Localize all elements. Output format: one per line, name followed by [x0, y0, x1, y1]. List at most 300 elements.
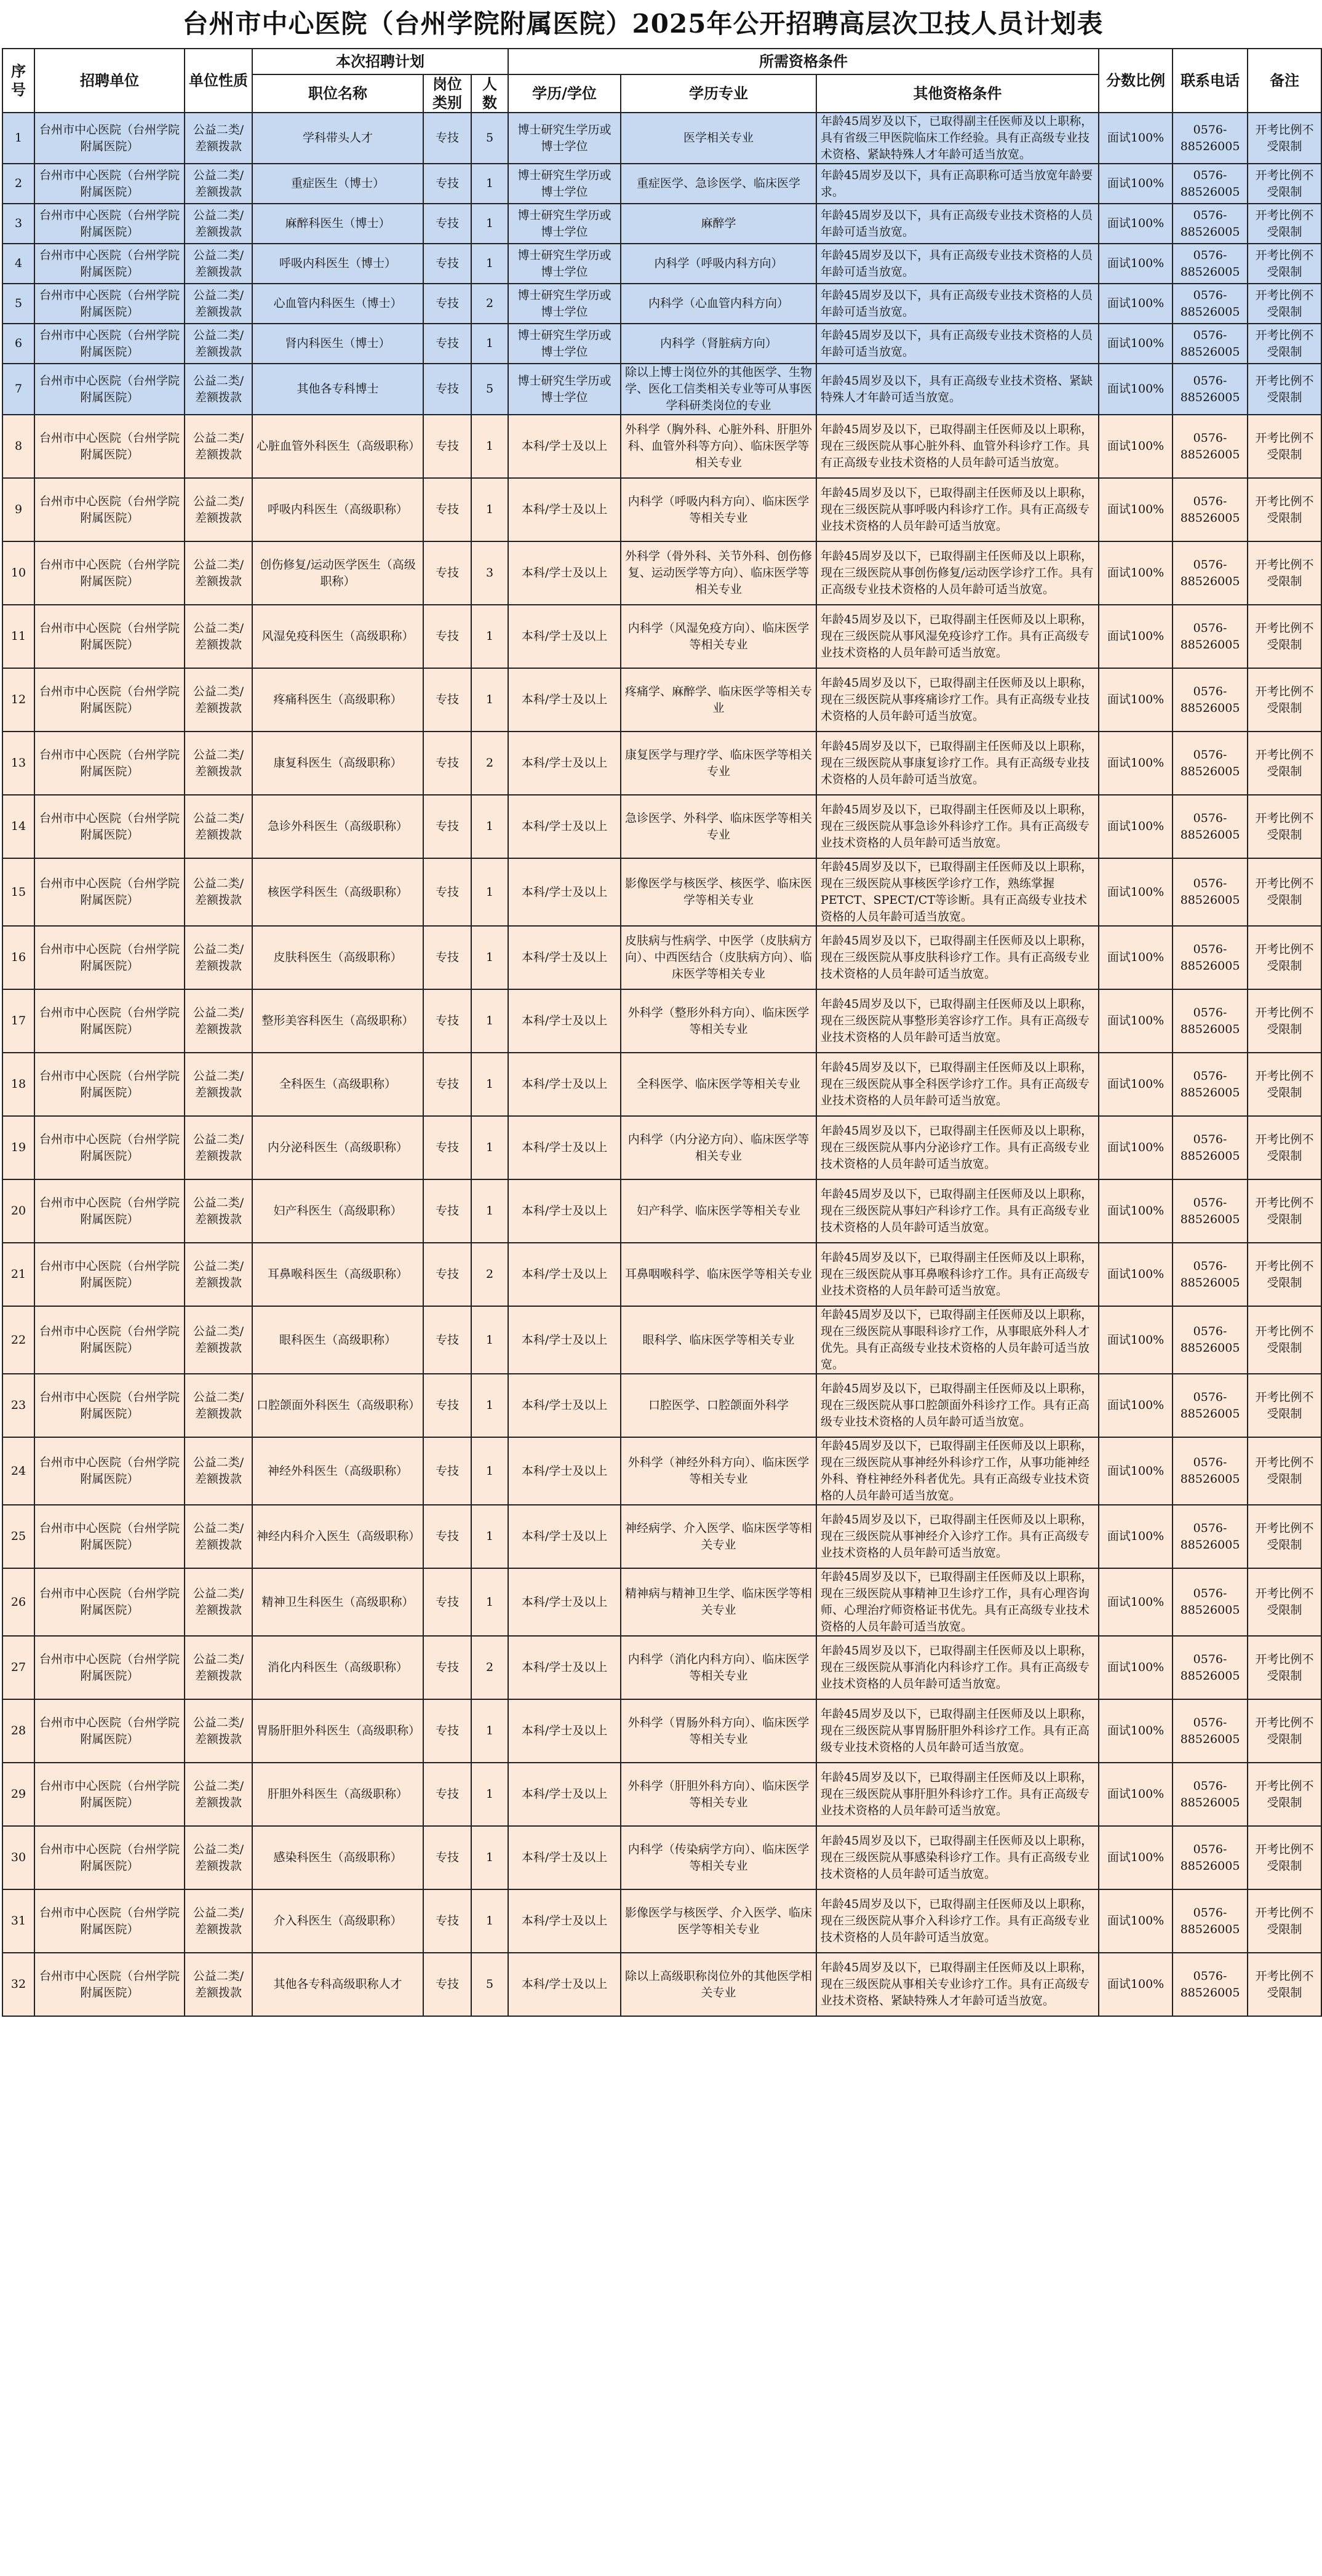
unit-cell: 台州市中心医院（台州学院附属医院）: [34, 204, 185, 244]
score-ratio-cell: 面试100%: [1099, 1763, 1173, 1826]
table-row: [2, 1636, 1321, 1699]
score-ratio-cell: 面试100%: [1099, 1116, 1173, 1179]
table-row: [2, 989, 1321, 1053]
table-row: [2, 204, 1321, 244]
count-cell: 1: [471, 1699, 508, 1763]
phone-cell: 0576-88526005: [1173, 1505, 1248, 1568]
job-title-cell: 口腔颌面外科医生（高级职称）: [252, 1374, 423, 1437]
other-requirements-cell: 年龄45周岁及以下，已取得副主任医师及以上职称，现在三级医院从事心脏外科、血管外科诊疗工作。具有正高级专业技术资格的人员年龄可适当放宽。: [816, 415, 1099, 478]
score-ratio-cell: 面试100%: [1099, 364, 1173, 415]
major-cell: 疼痛学、麻醉学、临床医学等相关专业: [621, 668, 816, 732]
other-requirements-cell: 年龄45周岁及以下，具有正高级专业技术资格的人员年龄可适当放宽。: [816, 204, 1099, 244]
phone-cell: 0576-88526005: [1173, 244, 1248, 284]
phone-cell: 0576-88526005: [1173, 858, 1248, 926]
score-ratio-cell: 面试100%: [1099, 324, 1173, 364]
nature-cell: 公益二类/差额拨款: [185, 1953, 252, 2016]
score-ratio-cell: 面试100%: [1099, 926, 1173, 989]
unit-cell: 台州市中心医院（台州学院附属医院）: [34, 1306, 185, 1374]
score-ratio-cell: 面试100%: [1099, 1636, 1173, 1699]
phone-cell: 0576-88526005: [1173, 605, 1248, 668]
other-requirements-cell: 年龄45周岁及以下，已取得副主任医师及以上职称，现在三级医院从事疼痛诊疗工作。具有正高级专业技术资格的人员年龄可适当放宽。: [816, 668, 1099, 732]
score-ratio-cell: 面试100%: [1099, 1505, 1173, 1568]
education-cell: 本科/学士及以上: [508, 1953, 621, 2016]
table-row: [2, 1889, 1321, 1953]
table-row: [2, 795, 1321, 858]
table-row: [2, 926, 1321, 989]
category-cell: 专技: [423, 1568, 471, 1636]
seq-cell: 20: [2, 1179, 34, 1243]
seq-cell: 11: [2, 605, 34, 668]
job-title-cell: 疼痛科医生（高级职称）: [252, 668, 423, 732]
job-title-cell: 神经内科介入医生（高级职称）: [252, 1505, 423, 1568]
table-row: [2, 324, 1321, 364]
other-requirements-cell: 年龄45周岁及以下，具有正高职称可适当放宽年龄要求。: [816, 164, 1099, 204]
major-cell: 眼科学、临床医学等相关专业: [621, 1306, 816, 1374]
education-cell: 本科/学士及以上: [508, 1437, 621, 1505]
category-cell: 专技: [423, 732, 471, 795]
count-cell: 1: [471, 858, 508, 926]
job-title-cell: 心脏血管外科医生（高级职称）: [252, 415, 423, 478]
score-ratio-cell: 面试100%: [1099, 732, 1173, 795]
major-cell: 外科学（肝胆外科方向）、临床医学等相关专业: [621, 1763, 816, 1826]
category-cell: 专技: [423, 1953, 471, 2016]
job-title-cell: 肝胆外科医生（高级职称）: [252, 1763, 423, 1826]
score-ratio-cell: 面试100%: [1099, 284, 1173, 324]
unit-cell: 台州市中心医院（台州学院附属医院）: [34, 113, 185, 164]
unit-cell: 台州市中心医院（台州学院附属医院）: [34, 1053, 185, 1116]
table-row: [2, 1116, 1321, 1179]
remark-cell: 开考比例不受限制: [1248, 858, 1321, 926]
table-row: [2, 1374, 1321, 1437]
education-cell: 本科/学士及以上: [508, 1826, 621, 1889]
education-cell: 本科/学士及以上: [508, 1568, 621, 1636]
count-cell: 1: [471, 1116, 508, 1179]
major-cell: 耳鼻咽喉科学、临床医学等相关专业: [621, 1243, 816, 1306]
other-requirements-cell: 年龄45周岁及以下，已取得副主任医师及以上职称，现在三级医院从事核医学诊疗工作，熟练掌握PETCT、SPECT/CT等诊断。具有正高级专业技术资格的人员年龄可适当放宽。: [816, 858, 1099, 926]
count-cell: 2: [471, 284, 508, 324]
education-cell: 本科/学士及以上: [508, 605, 621, 668]
seq-cell: 16: [2, 926, 34, 989]
category-cell: 专技: [423, 1826, 471, 1889]
score-ratio-cell: 面试100%: [1099, 858, 1173, 926]
nature-cell: 公益二类/差额拨款: [185, 1505, 252, 1568]
table-row: [2, 732, 1321, 795]
seq-cell: 21: [2, 1243, 34, 1306]
header-seq: 序号: [2, 49, 34, 113]
count-cell: 3: [471, 541, 508, 605]
score-ratio-cell: 面试100%: [1099, 989, 1173, 1053]
category-cell: 专技: [423, 478, 471, 541]
seq-cell: 1: [2, 113, 34, 164]
job-title-cell: 感染科医生（高级职称）: [252, 1826, 423, 1889]
major-cell: 内科学（消化内科方向）、临床医学等相关专业: [621, 1636, 816, 1699]
nature-cell: 公益二类/差额拨款: [185, 204, 252, 244]
education-cell: 本科/学士及以上: [508, 732, 621, 795]
score-ratio-cell: 面试100%: [1099, 1306, 1173, 1374]
phone-cell: 0576-88526005: [1173, 1053, 1248, 1116]
unit-cell: 台州市中心医院（台州学院附属医院）: [34, 1243, 185, 1306]
category-cell: 专技: [423, 204, 471, 244]
seq-cell: 5: [2, 284, 34, 324]
remark-cell: 开考比例不受限制: [1248, 113, 1321, 164]
score-ratio-cell: 面试100%: [1099, 1889, 1173, 1953]
unit-cell: 台州市中心医院（台州学院附属医院）: [34, 605, 185, 668]
remark-cell: 开考比例不受限制: [1248, 324, 1321, 364]
unit-cell: 台州市中心医院（台州学院附属医院）: [34, 1826, 185, 1889]
nature-cell: 公益二类/差额拨款: [185, 1889, 252, 1953]
table-row: [2, 113, 1321, 164]
phone-cell: 0576-88526005: [1173, 795, 1248, 858]
major-cell: 外科学（骨外科、关节外科、创伤修复、运动医学等方向）、临床医学等相关专业: [621, 541, 816, 605]
header-plan: 本次招聘计划: [252, 49, 508, 74]
score-ratio-cell: 面试100%: [1099, 164, 1173, 204]
header-phone: 联系电话: [1173, 49, 1248, 113]
seq-cell: 32: [2, 1953, 34, 2016]
table-row: [2, 364, 1321, 415]
remark-cell: 开考比例不受限制: [1248, 1306, 1321, 1374]
remark-cell: 开考比例不受限制: [1248, 204, 1321, 244]
phone-cell: 0576-88526005: [1173, 1568, 1248, 1636]
remark-cell: 开考比例不受限制: [1248, 1053, 1321, 1116]
education-cell: 本科/学士及以上: [508, 1116, 621, 1179]
other-requirements-cell: 年龄45周岁及以下，已取得副主任医师及以上职称，具有省级三甲医院临床工作经验。具有正高级专业技术资格、紧缺特殊人才年龄可适当放宽。: [816, 113, 1099, 164]
header-major: 学历专业: [621, 74, 816, 113]
major-cell: 妇产科学、临床医学等相关专业: [621, 1179, 816, 1243]
category-cell: 专技: [423, 1636, 471, 1699]
major-cell: 麻醉学: [621, 204, 816, 244]
major-cell: 影像医学与核医学、核医学、临床医学等相关专业: [621, 858, 816, 926]
table-row: [2, 1505, 1321, 1568]
job-title-cell: 耳鼻喉科医生（高级职称）: [252, 1243, 423, 1306]
page-title: 台州市中心医院（台州学院附属医院）2025年公开招聘高层次卫技人员计划表: [182, 9, 1104, 39]
remark-cell: 开考比例不受限制: [1248, 605, 1321, 668]
category-cell: 专技: [423, 1763, 471, 1826]
score-ratio-cell: 面试100%: [1099, 1437, 1173, 1505]
major-cell: 神经病学、介入医学、临床医学等相关专业: [621, 1505, 816, 1568]
phone-cell: 0576-88526005: [1173, 1826, 1248, 1889]
table-row: [2, 1699, 1321, 1763]
category-cell: 专技: [423, 1179, 471, 1243]
education-cell: 本科/学士及以上: [508, 926, 621, 989]
other-requirements-cell: 年龄45周岁及以下，已取得副主任医师及以上职称，现在三级医院从事创伤修复/运动医学诊疗工作。具有正高级专业技术资格的人员年龄可适当放宽。: [816, 541, 1099, 605]
nature-cell: 公益二类/差额拨款: [185, 1374, 252, 1437]
score-ratio-cell: 面试100%: [1099, 1179, 1173, 1243]
phone-cell: 0576-88526005: [1173, 164, 1248, 204]
nature-cell: 公益二类/差额拨款: [185, 1568, 252, 1636]
nature-cell: 公益二类/差额拨款: [185, 113, 252, 164]
category-cell: 专技: [423, 1243, 471, 1306]
remark-cell: 开考比例不受限制: [1248, 926, 1321, 989]
score-ratio-cell: 面试100%: [1099, 795, 1173, 858]
phone-cell: 0576-88526005: [1173, 415, 1248, 478]
seq-cell: 14: [2, 795, 34, 858]
job-title-cell: 学科带头人才: [252, 113, 423, 164]
phone-cell: 0576-88526005: [1173, 204, 1248, 244]
phone-cell: 0576-88526005: [1173, 324, 1248, 364]
score-ratio-cell: 面试100%: [1099, 244, 1173, 284]
other-requirements-cell: 年龄45周岁及以下，已取得副主任医师及以上职称，现在三级医院从事眼科诊疗工作，从事眼底外科人才优先。具有正高级专业技术资格的人员年龄可适当放宽。: [816, 1306, 1099, 1374]
remark-cell: 开考比例不受限制: [1248, 795, 1321, 858]
nature-cell: 公益二类/差额拨款: [185, 989, 252, 1053]
count-cell: 1: [471, 1374, 508, 1437]
table-row: [2, 284, 1321, 324]
major-cell: 外科学（神经外科方向）、临床医学等相关专业: [621, 1437, 816, 1505]
job-title-cell: 呼吸内科医生（高级职称）: [252, 478, 423, 541]
education-cell: 本科/学士及以上: [508, 1636, 621, 1699]
seq-cell: 30: [2, 1826, 34, 1889]
category-cell: 专技: [423, 605, 471, 668]
remark-cell: 开考比例不受限制: [1248, 668, 1321, 732]
phone-cell: 0576-88526005: [1173, 1763, 1248, 1826]
remark-cell: 开考比例不受限制: [1248, 1374, 1321, 1437]
table-row: [2, 858, 1321, 926]
job-title-cell: 整形美容科医生（高级职称）: [252, 989, 423, 1053]
remark-cell: 开考比例不受限制: [1248, 478, 1321, 541]
unit-cell: 台州市中心医院（台州学院附属医院）: [34, 858, 185, 926]
seq-cell: 13: [2, 732, 34, 795]
remark-cell: 开考比例不受限制: [1248, 244, 1321, 284]
education-cell: 本科/学士及以上: [508, 795, 621, 858]
nature-cell: 公益二类/差额拨款: [185, 1243, 252, 1306]
table-row: [2, 415, 1321, 478]
phone-cell: 0576-88526005: [1173, 1953, 1248, 2016]
count-cell: 1: [471, 795, 508, 858]
nature-cell: 公益二类/差额拨款: [185, 1699, 252, 1763]
recruitment-table: [2, 48, 1322, 2017]
other-requirements-cell: 年龄45周岁及以下，已取得副主任医师及以上职称，现在三级医院从事整形美容诊疗工作。具有正高级专业技术资格的人员年龄可适当放宽。: [816, 989, 1099, 1053]
other-requirements-cell: 年龄45周岁及以下，已取得副主任医师及以上职称，现在三级医院从事感染科诊疗工作。具有正高级专业技术资格的人员年龄可适当放宽。: [816, 1826, 1099, 1889]
count-cell: 1: [471, 1053, 508, 1116]
seq-cell: 9: [2, 478, 34, 541]
job-title-cell: 其他各专科博士: [252, 364, 423, 415]
score-ratio-cell: 面试100%: [1099, 541, 1173, 605]
table-row: [2, 1179, 1321, 1243]
remark-cell: 开考比例不受限制: [1248, 284, 1321, 324]
job-title-cell: 眼科医生（高级职称）: [252, 1306, 423, 1374]
major-cell: 外科学（胸外科、心脏外科、肝胆外科、血管外科等方向）、临床医学等相关专业: [621, 415, 816, 478]
score-ratio-cell: 面试100%: [1099, 1699, 1173, 1763]
phone-cell: 0576-88526005: [1173, 989, 1248, 1053]
other-requirements-cell: 年龄45周岁及以下，已取得副主任医师及以上职称，现在三级医院从事皮肤科诊疗工作。具有正高级专业技术资格的人员年龄可适当放宽。: [816, 926, 1099, 989]
score-ratio-cell: 面试100%: [1099, 478, 1173, 541]
education-cell: 博士研究生学历或博士学位: [508, 364, 621, 415]
count-cell: 2: [471, 1243, 508, 1306]
header-count: 人数: [471, 74, 508, 113]
major-cell: 内科学（呼吸内科方向）: [621, 244, 816, 284]
job-title-cell: 心血管内科医生（博士）: [252, 284, 423, 324]
job-title-cell: 消化内科医生（高级职称）: [252, 1636, 423, 1699]
seq-cell: 17: [2, 989, 34, 1053]
major-cell: 内科学（风湿免疫方向）、临床医学等相关专业: [621, 605, 816, 668]
major-cell: 外科学（整形外科方向）、临床医学等相关专业: [621, 989, 816, 1053]
major-cell: 皮肤病与性病学、中医学（皮肤病方向）、中西医结合（皮肤病方向）、临床医学等相关专业: [621, 926, 816, 989]
score-ratio-cell: 面试100%: [1099, 1826, 1173, 1889]
table-row: [2, 478, 1321, 541]
table-row: [2, 164, 1321, 204]
unit-cell: 台州市中心医院（台州学院附属医院）: [34, 1889, 185, 1953]
count-cell: 1: [471, 1568, 508, 1636]
other-requirements-cell: 年龄45周岁及以下，已取得副主任医师及以上职称，现在三级医院从事相关专业诊疗工作。具有正高级专业技术资格、紧缺特殊人才年龄可适当放宽。: [816, 1953, 1099, 2016]
education-cell: 博士研究生学历或博士学位: [508, 324, 621, 364]
category-cell: 专技: [423, 284, 471, 324]
other-requirements-cell: 年龄45周岁及以下，已取得副主任医师及以上职称，现在三级医院从事急诊外科诊疗工作。具有正高级专业技术资格的人员年龄可适当放宽。: [816, 795, 1099, 858]
category-cell: 专技: [423, 989, 471, 1053]
score-ratio-cell: 面试100%: [1099, 415, 1173, 478]
other-requirements-cell: 年龄45周岁及以下，已取得副主任医师及以上职称，现在三级医院从事妇产科诊疗工作。具有正高级专业技术资格的人员年龄可适当放宽。: [816, 1179, 1099, 1243]
nature-cell: 公益二类/差额拨款: [185, 1053, 252, 1116]
header-other: 其他资格条件: [816, 74, 1099, 113]
header-category: 岗位类别: [423, 74, 471, 113]
other-requirements-cell: 年龄45周岁及以下，已取得副主任医师及以上职称，现在三级医院从事风湿免疫诊疗工作。具有正高级专业技术资格的人员年龄可适当放宽。: [816, 605, 1099, 668]
education-cell: 本科/学士及以上: [508, 415, 621, 478]
category-cell: 专技: [423, 324, 471, 364]
seq-cell: 23: [2, 1374, 34, 1437]
count-cell: 1: [471, 204, 508, 244]
phone-cell: 0576-88526005: [1173, 1636, 1248, 1699]
job-title-cell: 创伤修复/运动医学医生（高级职称）: [252, 541, 423, 605]
category-cell: 专技: [423, 1053, 471, 1116]
remark-cell: 开考比例不受限制: [1248, 1505, 1321, 1568]
other-requirements-cell: 年龄45周岁及以下，已取得副主任医师及以上职称，现在三级医院从事介入科诊疗工作。具有正高级专业技术资格的人员年龄可适当放宽。: [816, 1889, 1099, 1953]
count-cell: 1: [471, 1826, 508, 1889]
seq-cell: 26: [2, 1568, 34, 1636]
job-title-cell: 康复科医生（高级职称）: [252, 732, 423, 795]
phone-cell: 0576-88526005: [1173, 364, 1248, 415]
phone-cell: 0576-88526005: [1173, 1306, 1248, 1374]
education-cell: 本科/学士及以上: [508, 1243, 621, 1306]
phone-cell: 0576-88526005: [1173, 1243, 1248, 1306]
education-cell: 本科/学士及以上: [508, 858, 621, 926]
count-cell: 1: [471, 164, 508, 204]
header-unit: 招聘单位: [34, 49, 185, 113]
other-requirements-cell: 年龄45周岁及以下，已取得副主任医师及以上职称，现在三级医院从事神经外科诊疗工作，从事功能神经外科、脊柱神经外科者优先。具有正高级专业技术资格的人员年龄可适当放宽。: [816, 1437, 1099, 1505]
seq-cell: 31: [2, 1889, 34, 1953]
education-cell: 博士研究生学历或博士学位: [508, 244, 621, 284]
seq-cell: 10: [2, 541, 34, 605]
header-ratio: 分数比例: [1099, 49, 1173, 113]
phone-cell: 0576-88526005: [1173, 1374, 1248, 1437]
unit-cell: 台州市中心医院（台州学院附属医院）: [34, 1763, 185, 1826]
seq-cell: 22: [2, 1306, 34, 1374]
nature-cell: 公益二类/差额拨款: [185, 415, 252, 478]
category-cell: 专技: [423, 1889, 471, 1953]
category-cell: 专技: [423, 1505, 471, 1568]
education-cell: 本科/学士及以上: [508, 478, 621, 541]
table-row: [2, 1826, 1321, 1889]
unit-cell: 台州市中心医院（台州学院附属医院）: [34, 926, 185, 989]
education-cell: 本科/学士及以上: [508, 989, 621, 1053]
unit-cell: 台州市中心医院（台州学院附属医院）: [34, 244, 185, 284]
remark-cell: 开考比例不受限制: [1248, 364, 1321, 415]
unit-cell: 台州市中心医院（台州学院附属医院）: [34, 324, 185, 364]
education-cell: 博士研究生学历或博士学位: [508, 113, 621, 164]
unit-cell: 台州市中心医院（台州学院附属医院）: [34, 1437, 185, 1505]
unit-cell: 台州市中心医院（台州学院附属医院）: [34, 284, 185, 324]
remark-cell: 开考比例不受限制: [1248, 1116, 1321, 1179]
job-title-cell: 急诊外科医生（高级职称）: [252, 795, 423, 858]
nature-cell: 公益二类/差额拨款: [185, 244, 252, 284]
phone-cell: 0576-88526005: [1173, 1116, 1248, 1179]
seq-cell: 25: [2, 1505, 34, 1568]
other-requirements-cell: 年龄45周岁及以下，已取得副主任医师及以上职称，现在三级医院从事神经介入诊疗工作。具有正高级专业技术资格的人员年龄可适当放宽。: [816, 1505, 1099, 1568]
major-cell: 内科学（肾脏病方向）: [621, 324, 816, 364]
table-row: [2, 668, 1321, 732]
education-cell: 博士研究生学历或博士学位: [508, 284, 621, 324]
category-cell: 专技: [423, 668, 471, 732]
other-requirements-cell: 年龄45周岁及以下，具有正高级专业技术资格的人员年龄可适当放宽。: [816, 324, 1099, 364]
count-cell: 1: [471, 1505, 508, 1568]
nature-cell: 公益二类/差额拨款: [185, 541, 252, 605]
seq-cell: 2: [2, 164, 34, 204]
seq-cell: 12: [2, 668, 34, 732]
category-cell: 专技: [423, 1116, 471, 1179]
table-row: [2, 1953, 1321, 2016]
nature-cell: 公益二类/差额拨款: [185, 1763, 252, 1826]
header-nature: 单位性质: [185, 49, 252, 113]
seq-cell: 18: [2, 1053, 34, 1116]
remark-cell: 开考比例不受限制: [1248, 541, 1321, 605]
seq-cell: 3: [2, 204, 34, 244]
count-cell: 5: [471, 1953, 508, 2016]
nature-cell: 公益二类/差额拨款: [185, 364, 252, 415]
remark-cell: 开考比例不受限制: [1248, 1179, 1321, 1243]
count-cell: 1: [471, 244, 508, 284]
count-cell: 5: [471, 113, 508, 164]
other-requirements-cell: 年龄45周岁及以下，已取得副主任医师及以上职称，现在三级医院从事康复诊疗工作。具有正高级专业技术资格的人员年龄可适当放宽。: [816, 732, 1099, 795]
phone-cell: 0576-88526005: [1173, 541, 1248, 605]
other-requirements-cell: 年龄45周岁及以下，已取得副主任医师及以上职称，现在三级医院从事内分泌诊疗工作。具有正高级专业技术资格的人员年龄可适当放宽。: [816, 1116, 1099, 1179]
seq-cell: 24: [2, 1437, 34, 1505]
major-cell: 精神病与精神卫生学、临床医学等相关专业: [621, 1568, 816, 1636]
job-title-cell: 介入科医生（高级职称）: [252, 1889, 423, 1953]
phone-cell: 0576-88526005: [1173, 1179, 1248, 1243]
remark-cell: 开考比例不受限制: [1248, 1826, 1321, 1889]
job-title-cell: 妇产科医生（高级职称）: [252, 1179, 423, 1243]
table-row: [2, 1243, 1321, 1306]
job-title-cell: 核医学科医生（高级职称）: [252, 858, 423, 926]
unit-cell: 台州市中心医院（台州学院附属医院）: [34, 478, 185, 541]
count-cell: 1: [471, 324, 508, 364]
count-cell: 1: [471, 605, 508, 668]
unit-cell: 台州市中心医院（台州学院附属医院）: [34, 541, 185, 605]
remark-cell: 开考比例不受限制: [1248, 1953, 1321, 2016]
nature-cell: 公益二类/差额拨款: [185, 1306, 252, 1374]
count-cell: 1: [471, 1889, 508, 1953]
other-requirements-cell: 年龄45周岁及以下，具有正高级专业技术资格、紧缺特殊人才年龄可适当放宽。: [816, 364, 1099, 415]
phone-cell: 0576-88526005: [1173, 1437, 1248, 1505]
score-ratio-cell: 面试100%: [1099, 668, 1173, 732]
count-cell: 1: [471, 926, 508, 989]
header-job: 职位名称: [252, 74, 423, 113]
seq-cell: 28: [2, 1699, 34, 1763]
job-title-cell: 皮肤科医生（高级职称）: [252, 926, 423, 989]
category-cell: 专技: [423, 113, 471, 164]
major-cell: 康复医学与理疗学、临床医学等相关专业: [621, 732, 816, 795]
other-requirements-cell: 年龄45周岁及以下，已取得副主任医师及以上职称，现在三级医院从事耳鼻喉科诊疗工作。具有正高级专业技术资格的人员年龄可适当放宽。: [816, 1243, 1099, 1306]
phone-cell: 0576-88526005: [1173, 732, 1248, 795]
phone-cell: 0576-88526005: [1173, 1699, 1248, 1763]
job-title-cell: 精神卫生科医生（高级职称）: [252, 1568, 423, 1636]
education-cell: 本科/学士及以上: [508, 1699, 621, 1763]
remark-cell: 开考比例不受限制: [1248, 415, 1321, 478]
other-requirements-cell: 年龄45周岁及以下，已取得副主任医师及以上职称，现在三级医院从事口腔颌面外科诊疗工作。具有正高级专业技术资格的人员年龄可适当放宽。: [816, 1374, 1099, 1437]
category-cell: 专技: [423, 795, 471, 858]
count-cell: 1: [471, 668, 508, 732]
category-cell: 专技: [423, 164, 471, 204]
nature-cell: 公益二类/差额拨款: [185, 1179, 252, 1243]
remark-cell: 开考比例不受限制: [1248, 1437, 1321, 1505]
table-row: [2, 1053, 1321, 1116]
